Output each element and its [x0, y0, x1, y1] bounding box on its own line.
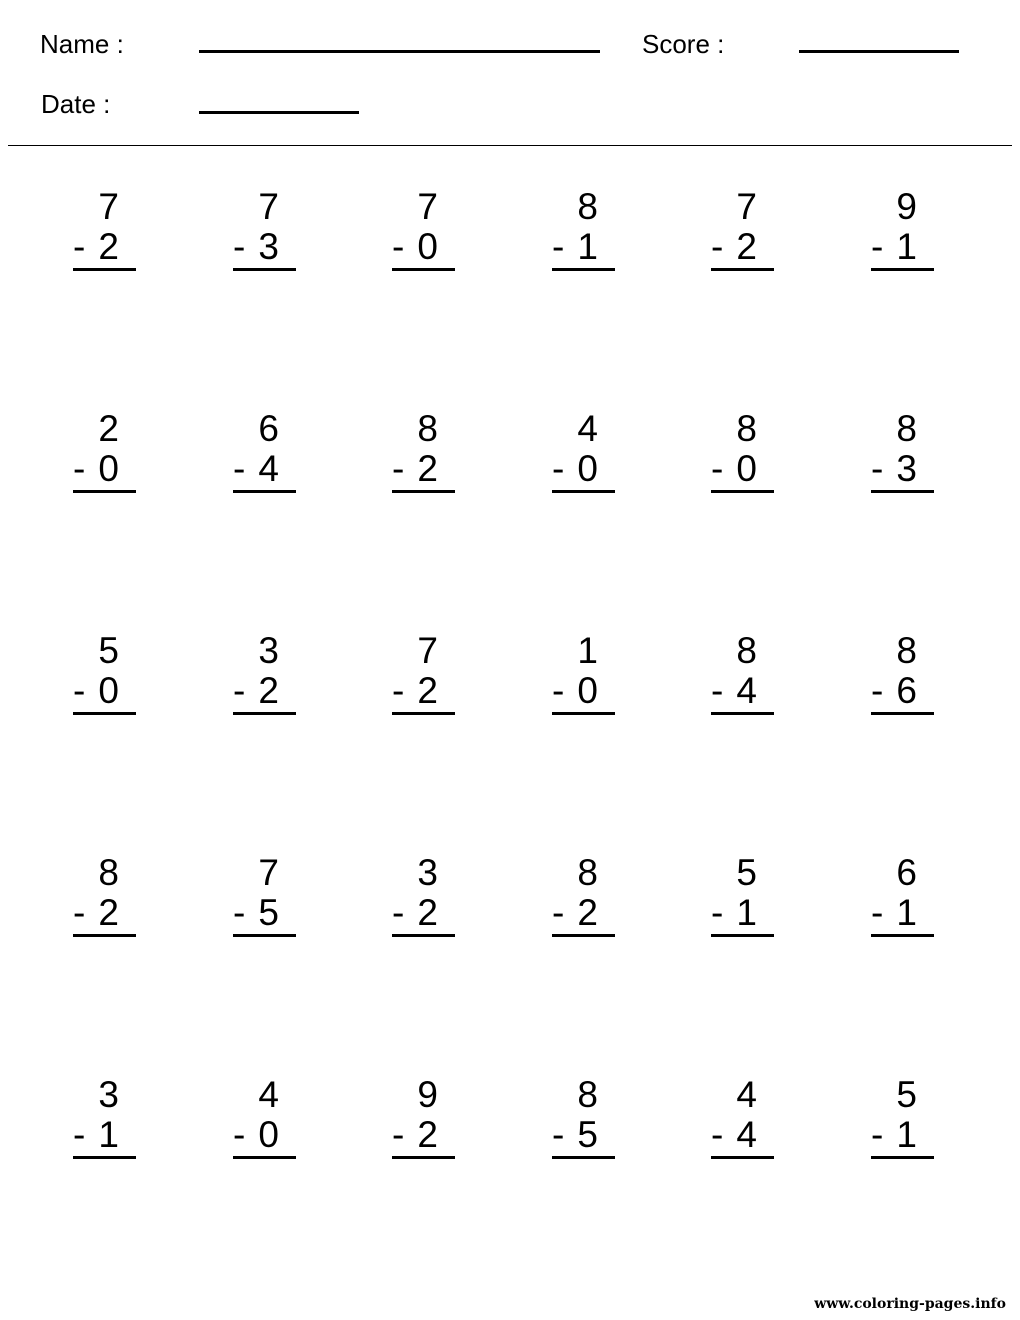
subtrahend: 2	[417, 448, 438, 489]
answer-line[interactable]	[711, 934, 774, 937]
minus-sign: -	[871, 670, 884, 711]
minuend: 7	[736, 186, 757, 227]
minus-sign: -	[711, 448, 724, 489]
subtrahend: 4	[258, 448, 279, 489]
answer-line[interactable]	[711, 712, 774, 715]
subtrahend: 1	[736, 892, 757, 933]
minus-sign: -	[73, 226, 86, 267]
minuend: 7	[258, 186, 279, 227]
minuend: 6	[258, 408, 279, 449]
answer-line[interactable]	[871, 268, 934, 271]
name-field[interactable]	[199, 50, 600, 53]
subtrahend: 0	[577, 448, 598, 489]
subtraction-problem	[73, 632, 137, 742]
minus-sign: -	[392, 448, 405, 489]
answer-line[interactable]	[552, 1156, 615, 1159]
name-label: Name :	[40, 29, 124, 59]
subtraction-problem	[392, 410, 456, 520]
minuend: 3	[258, 630, 279, 671]
header-divider	[8, 145, 1012, 146]
subtrahend: 0	[577, 670, 598, 711]
minus-sign: -	[392, 892, 405, 933]
subtraction-problem	[711, 1076, 775, 1186]
answer-line[interactable]	[392, 268, 455, 271]
score-label: Score :	[642, 29, 725, 59]
minus-sign: -	[392, 226, 405, 267]
subtrahend: 0	[736, 448, 757, 489]
subtrahend: 2	[258, 670, 279, 711]
subtraction-problem	[711, 632, 775, 742]
subtraction-problem	[233, 632, 297, 742]
subtrahend: 2	[417, 1114, 438, 1155]
subtraction-problem	[871, 854, 935, 964]
subtrahend: 3	[896, 448, 917, 489]
minuend: 8	[577, 186, 598, 227]
minus-sign: -	[711, 1114, 724, 1155]
answer-line[interactable]	[233, 712, 296, 715]
subtrahend: 2	[98, 226, 119, 267]
subtrahend: 2	[577, 892, 598, 933]
subtraction-problem	[73, 188, 137, 298]
subtrahend: 4	[736, 1114, 757, 1155]
answer-line[interactable]	[871, 712, 934, 715]
minuend: 3	[417, 852, 438, 893]
minuend: 4	[736, 1074, 757, 1115]
subtrahend: 3	[258, 226, 279, 267]
subtraction-problem	[552, 854, 616, 964]
answer-line[interactable]	[871, 490, 934, 493]
subtrahend: 2	[417, 670, 438, 711]
answer-line[interactable]	[73, 712, 136, 715]
minuend: 7	[98, 186, 119, 227]
subtrahend: 0	[417, 226, 438, 267]
answer-line[interactable]	[233, 1156, 296, 1159]
subtraction-problem	[392, 632, 456, 742]
subtrahend: 2	[417, 892, 438, 933]
minuend: 9	[417, 1074, 438, 1115]
score-field[interactable]	[799, 50, 959, 53]
minuend: 7	[417, 186, 438, 227]
answer-line[interactable]	[552, 712, 615, 715]
minus-sign: -	[552, 226, 565, 267]
minuend: 8	[736, 630, 757, 671]
footer-watermark: www.coloring-pages.info	[814, 1296, 1006, 1312]
answer-line[interactable]	[711, 490, 774, 493]
minuend: 1	[577, 630, 598, 671]
answer-line[interactable]	[552, 268, 615, 271]
minus-sign: -	[392, 1114, 405, 1155]
answer-line[interactable]	[73, 490, 136, 493]
subtrahend: 5	[258, 892, 279, 933]
subtraction-problem	[871, 632, 935, 742]
subtraction-problem	[871, 188, 935, 298]
minus-sign: -	[552, 892, 565, 933]
answer-line[interactable]	[871, 934, 934, 937]
answer-line[interactable]	[73, 268, 136, 271]
minuend: 8	[736, 408, 757, 449]
minuend: 5	[896, 1074, 917, 1115]
minuend: 7	[417, 630, 438, 671]
minuend: 4	[577, 408, 598, 449]
minus-sign: -	[73, 892, 86, 933]
minus-sign: -	[73, 448, 86, 489]
subtraction-problem	[711, 410, 775, 520]
subtraction-problem	[552, 1076, 616, 1186]
subtrahend: 1	[896, 1114, 917, 1155]
minus-sign: -	[552, 448, 565, 489]
minuend: 7	[258, 852, 279, 893]
subtraction-problem	[392, 854, 456, 964]
minuend: 8	[417, 408, 438, 449]
subtrahend: 4	[736, 670, 757, 711]
minuend: 2	[98, 408, 119, 449]
minus-sign: -	[711, 892, 724, 933]
answer-line[interactable]	[711, 1156, 774, 1159]
subtraction-problem	[233, 854, 297, 964]
subtraction-problem	[233, 188, 297, 298]
minus-sign: -	[871, 892, 884, 933]
subtraction-problem	[73, 410, 137, 520]
subtraction-problem	[392, 188, 456, 298]
minuend: 5	[98, 630, 119, 671]
subtraction-problem	[871, 410, 935, 520]
subtraction-problem	[552, 188, 616, 298]
subtraction-problem	[552, 632, 616, 742]
minus-sign: -	[73, 1114, 86, 1155]
answer-line[interactable]	[392, 1156, 455, 1159]
subtraction-problem	[233, 1076, 297, 1186]
subtraction-problem	[871, 1076, 935, 1186]
minus-sign: -	[552, 1114, 565, 1155]
minus-sign: -	[711, 226, 724, 267]
minus-sign: -	[73, 670, 86, 711]
minuend: 9	[896, 186, 917, 227]
minuend: 8	[577, 1074, 598, 1115]
subtraction-problem	[233, 410, 297, 520]
subtrahend: 1	[896, 892, 917, 933]
answer-line[interactable]	[392, 490, 455, 493]
answer-line[interactable]	[233, 268, 296, 271]
answer-line[interactable]	[392, 934, 455, 937]
subtrahend: 5	[577, 1114, 598, 1155]
subtraction-problem	[711, 188, 775, 298]
answer-line[interactable]	[233, 490, 296, 493]
answer-line[interactable]	[711, 268, 774, 271]
minus-sign: -	[392, 670, 405, 711]
answer-line[interactable]	[73, 934, 136, 937]
minus-sign: -	[871, 1114, 884, 1155]
minuend: 6	[896, 852, 917, 893]
subtraction-problem	[552, 410, 616, 520]
minus-sign: -	[233, 448, 246, 489]
minuend: 8	[896, 630, 917, 671]
subtrahend: 6	[896, 670, 917, 711]
minuend: 8	[577, 852, 598, 893]
subtrahend: 0	[98, 670, 119, 711]
subtrahend: 2	[98, 892, 119, 933]
subtraction-problem	[73, 1076, 137, 1186]
answer-line[interactable]	[552, 490, 615, 493]
subtrahend: 1	[577, 226, 598, 267]
subtraction-problem	[711, 854, 775, 964]
subtrahend: 0	[98, 448, 119, 489]
minuend: 3	[98, 1074, 119, 1115]
answer-line[interactable]	[552, 934, 615, 937]
minus-sign: -	[233, 892, 246, 933]
minuend: 8	[896, 408, 917, 449]
minus-sign: -	[711, 670, 724, 711]
subtraction-problem	[392, 1076, 456, 1186]
answer-line[interactable]	[871, 1156, 934, 1159]
subtrahend: 0	[258, 1114, 279, 1155]
minus-sign: -	[871, 226, 884, 267]
minus-sign: -	[233, 670, 246, 711]
date-field[interactable]	[199, 111, 359, 114]
minus-sign: -	[871, 448, 884, 489]
date-label: Date :	[41, 89, 111, 119]
minuend: 4	[258, 1074, 279, 1115]
minus-sign: -	[233, 226, 246, 267]
minuend: 5	[736, 852, 757, 893]
subtrahend: 1	[98, 1114, 119, 1155]
answer-line[interactable]	[233, 934, 296, 937]
answer-line[interactable]	[73, 1156, 136, 1159]
minus-sign: -	[233, 1114, 246, 1155]
subtrahend: 1	[896, 226, 917, 267]
subtrahend: 2	[736, 226, 757, 267]
subtraction-problem	[73, 854, 137, 964]
answer-line[interactable]	[392, 712, 455, 715]
minuend: 8	[98, 852, 119, 893]
minus-sign: -	[552, 670, 565, 711]
